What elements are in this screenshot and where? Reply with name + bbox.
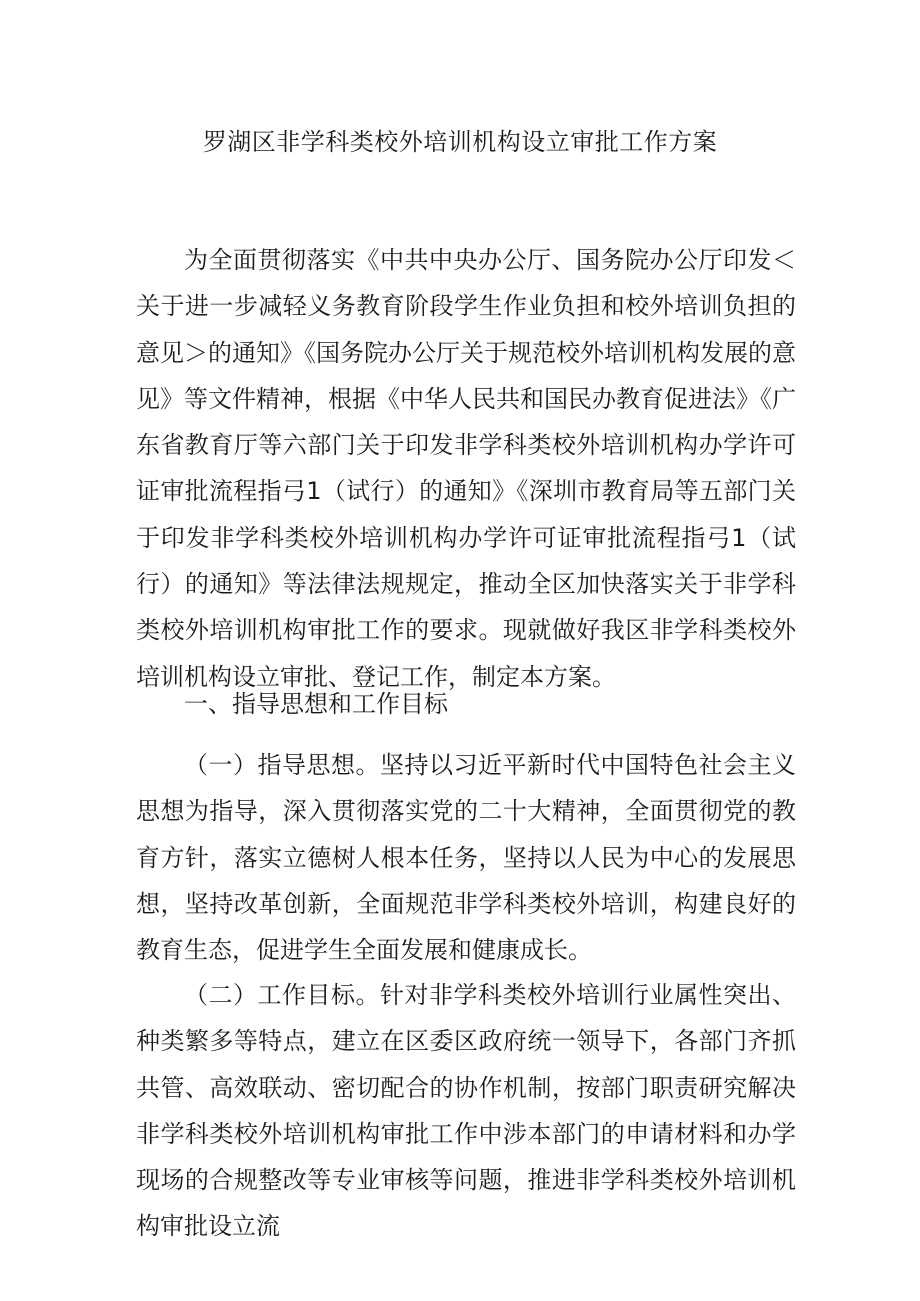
work-goal-paragraph: （二）工作目标。针对非学科类校外培训行业属性突出、种类繁多等特点，建立在区委区政府统一领导下，各部门齐抓共管、高效联动、密切配合的协作机制，按部门职责研究解决非学科类校外培训机构审批工作中涉本部门的申请材料和办学现场的合规整改等专业审核等问题，推进非学科类校外培训机构审批设立流 — [136, 981, 796, 1241]
document-title: 罗湖区非学科类校外培训机构设立审批工作方案 — [202, 128, 718, 156]
guiding-ideology-paragraph: （一）指导思想。坚持以习近平新时代中国特色社会主义思想为指导，深入贯彻落实党的二十大精神，全面贯彻党的教育方针，落实立德树人根本任务，坚持以人民为中心的发展思想，坚持改革创新，全面规范非学科类校外培训，构建良好的教育生态，促进学生全面发展和健康成长。 — [136, 751, 796, 965]
section-heading-guiding-ideology-and-goals: 一、指导思想和工作目标 — [184, 690, 448, 718]
intro-paragraph: 为全面贯彻落实《中共中央办公厅、国务院办公厅印发＜关于进一步减轻义务教育阶段学生作业负担和校外培训负担的意见＞的通知》《国务院办公厅关于规范校外培训机构发展的意见》等文件精神，根据《中华人民共和国民办教育促进法》《广东省教育厅等六部门关于印发非学科类校外培训机构办学许可证审批流程指弓1（试行）的通知》《深圳市教育局等五部门关于印发非学科类校外培训机构办学许可证审批流程指弓1（试行）的通知》等法律法规规定，推动全区加快落实关于非学科类校外培训机构审批工作的要求。现就做好我区非学科类校外培训机构设立审批、登记工作，制定本方案。 — [136, 246, 796, 691]
